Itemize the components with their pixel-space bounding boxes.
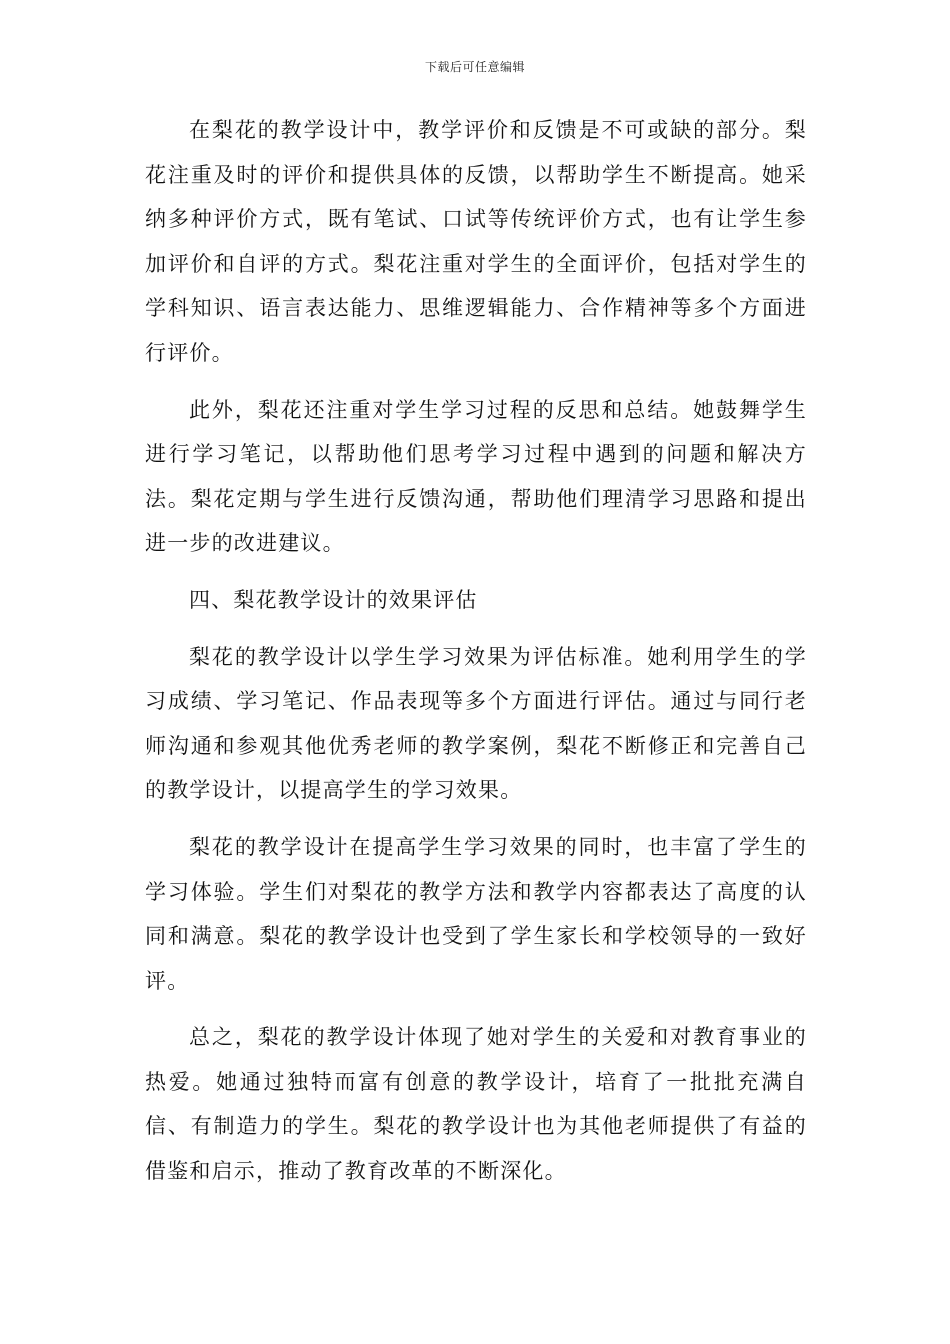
paragraph-learning-experience: 梨花的教学设计在提高学生学习效果的同时，也丰富了学生的学习体验。学生们对梨花的教学方法和教学内容都表达了高度的认同和满意。梨花的教学设计也受到了学生家长和学校领导的一致好评。 bbox=[145, 834, 807, 993]
document-body bbox=[145, 108, 807, 1206]
section-heading-effect-evaluation: 四、梨花教学设计的效果评估 bbox=[189, 587, 478, 612]
paragraph-evaluation-standard: 梨花的教学设计以学生学习效果为评估标准。她利用学生的学习成绩、学习笔记、作品表现等多个方面进行评估。通过与同行老师沟通和参观其他优秀老师的教学案例，梨花不断修正和完善自己的教学设计，以提高学生的学习效果。 bbox=[145, 644, 807, 803]
paragraph-reflection-summary: 此外，梨花还注重对学生学习过程的反思和总结。她鼓舞学生进行学习笔记，以帮助他们思考学习过程中遇到的问题和解决方法。梨花定期与学生进行反馈沟通，帮助他们理清学习思路和提出进一步的改进建议。 bbox=[145, 397, 807, 556]
page-header: 下载后可任意编辑 bbox=[424, 60, 525, 74]
paragraph-evaluation-feedback: 在梨花的教学设计中，教学评价和反馈是不可或缺的部分。梨花注重及时的评价和提供具体的反馈，以帮助学生不断提高。她采纳多种评价方式，既有笔试、口试等传统评价方式，也有让学生参加评价和自评的方式。梨花注重对学生的全面评价，包括对学生的学科知识、语言表达能力、思维逻辑能力、合作精神等多个方面进行评价。 bbox=[145, 118, 807, 365]
paragraph-conclusion: 总之，梨花的教学设计体现了她对学生的关爱和对教育事业的热爱。她通过独特而富有创意的教学设计，培育了一批批充满自信、有制造力的学生。梨花的教学设计也为其他老师提供了有益的借鉴和启示，推动了教育改革的不断深化。 bbox=[145, 1025, 807, 1184]
